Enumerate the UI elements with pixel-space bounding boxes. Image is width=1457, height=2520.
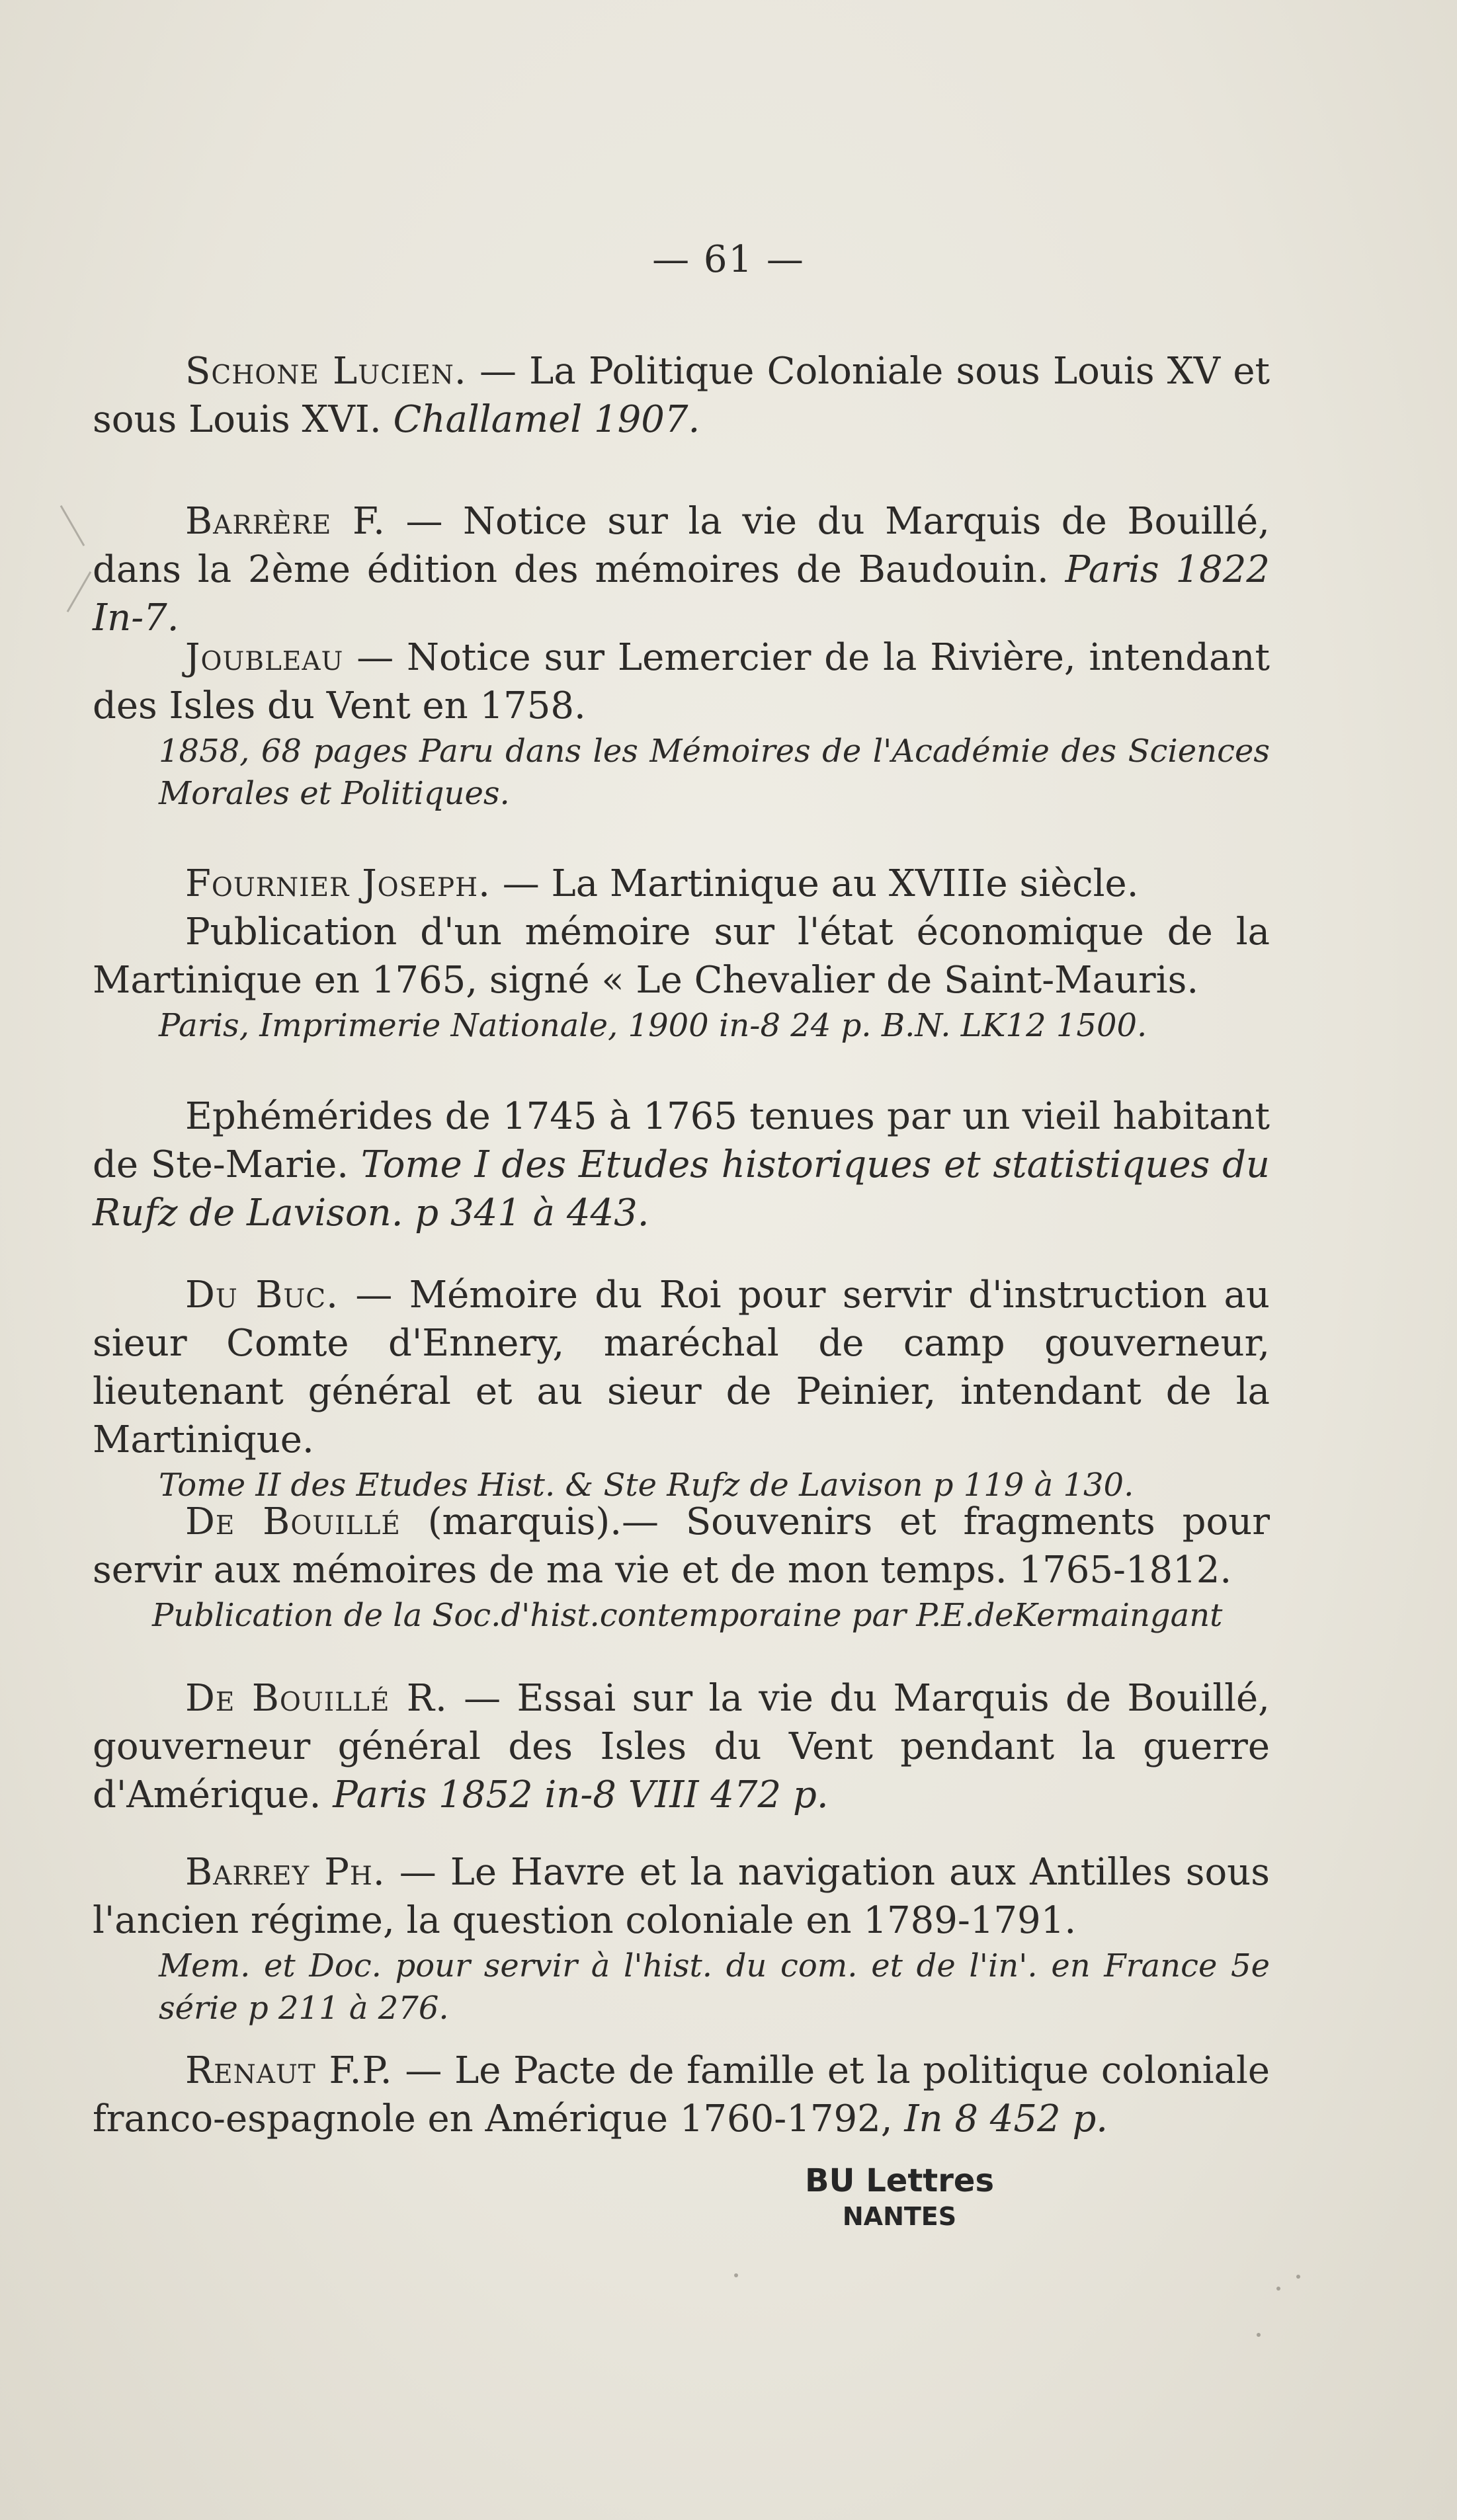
bibliography-entry-schone <box>93 347 1270 444</box>
bibliography-entry-du-buc <box>93 1271 1270 1506</box>
bibliography-entry-de-bouille-marquis <box>93 1498 1270 1637</box>
entry-publisher: In 8 452 p. <box>904 2097 1108 2140</box>
entry-author: De Bouillé <box>185 1500 401 1543</box>
entry-author: Joubleau <box>185 636 344 679</box>
entry-text: — Le Havre et la navigation aux Antilles sous l'ancien régime, la question coloniale en 1789-1791. <box>93 1851 1270 1942</box>
entry-publisher: Paris 1852 in-8 VIII 472 p. <box>333 1773 829 1816</box>
stamp-title: BU Lettres <box>804 2162 995 2199</box>
bibliography-entry-fournier <box>93 860 1270 1047</box>
scan-speck <box>1276 2287 1280 2291</box>
entry-publisher: Tome I des Etudes historiques et statistiques du Rufz de Lavison. p 341 à 443. <box>93 1143 1270 1235</box>
bibliography-entry-barrere <box>93 497 1270 642</box>
entry-text: — La Politique Coloniale sous Louis XV et sous Louis XVI. <box>93 350 1270 441</box>
entry-reference: Publication de la Soc.d'hist.contemporaine par P.E.deKermaingant <box>152 1597 1223 1634</box>
entry-text: — Notice sur la vie du Marquis de Bouillé, dans la 2ème édition des mémoires de Baudouin. <box>93 500 1270 591</box>
entry-text: — Mémoire du Roi pour servir d'instruction au sieur Comte d'Ennery, maréchal de camp gouverneur, lieutenant général et au sieur de Peinier, intendant de la Martinique. <box>93 1274 1270 1461</box>
scan-speck <box>734 2273 738 2277</box>
entry-reference: Tome II des Etudes Hist. & Ste Rufz de Lavison p 119 à 130. <box>159 1467 1134 1504</box>
entry-author: Schone Lucien. <box>185 350 467 393</box>
entry-reference: Mem. et Doc. pour servir à l'hist. du com. et de l'in'. en France 5e série p 211 à 276. <box>159 1947 1270 2027</box>
entry-text: — La Martinique au XVIIIe siècle. <box>502 862 1139 905</box>
entry-reference: 1858, 68 pages Paru dans les Mémoires de l'Académie des Sciences Morales et Politiques. <box>159 733 1270 812</box>
entry-text: — Notice sur Lemercier de la Rivière, intendant des Isles du Vent en 1758. <box>93 636 1270 727</box>
scan-speck <box>1257 2333 1261 2337</box>
entry-publisher: Paris 1822 In-7. <box>93 548 1270 639</box>
bibliography-entry-barrey <box>93 1848 1270 2029</box>
entry-text: — Essai sur la vie du Marquis de Bouillé, gouverneur général des Isles du Vent pendant la guerre d'Amérique. <box>93 1677 1270 1816</box>
library-stamp <box>780 2161 1019 2232</box>
entry-author: Fournier Joseph. <box>185 862 491 905</box>
entry-reference: Paris, Imprimerie Nationale, 1900 in-8 24 p. B.N. LK12 1500. <box>159 1007 1147 1044</box>
bibliography-entry-ephemerides <box>93 1092 1270 1237</box>
entry-author: Barrère F. <box>185 500 386 543</box>
entry-author: De Bouillé R. <box>185 1677 448 1720</box>
entry-author: Du Buc. <box>185 1274 339 1317</box>
entry-description: Publication d'un mémoire sur l'état économique de la Martinique en 1765, signé « Le Chevalier de Saint-Mauris. <box>93 911 1270 1002</box>
entry-author: Renaut F.P. <box>185 2049 393 2092</box>
entry-text: — Le Pacte de famille et la politique coloniale franco-espagnole en Amérique 1760-1792, <box>93 2049 1270 2140</box>
bibliography-entry-renaut <box>93 2047 1270 2143</box>
stamp-subtitle: NANTES <box>842 2202 957 2231</box>
entry-publisher: Challamel 1907. <box>393 398 700 441</box>
margin-pencil-mark <box>60 505 85 546</box>
entry-text: (marquis).— Souvenirs et fragments pour servir aux mémoires de ma vie et de mon temps. 1765-1812. <box>93 1500 1270 1592</box>
entry-author: Barrey Ph. <box>185 1851 386 1894</box>
page-number: — 61 — <box>652 238 805 281</box>
bibliography-entry-de-bouille-r <box>93 1674 1270 1819</box>
entry-text: Ephémérides de 1745 à 1765 tenues par un vieil habitant de Ste-Marie. <box>93 1095 1270 1186</box>
scan-speck <box>1296 2275 1300 2279</box>
bibliography-entry-joubleau <box>93 633 1270 815</box>
margin-pencil-mark <box>67 571 92 612</box>
